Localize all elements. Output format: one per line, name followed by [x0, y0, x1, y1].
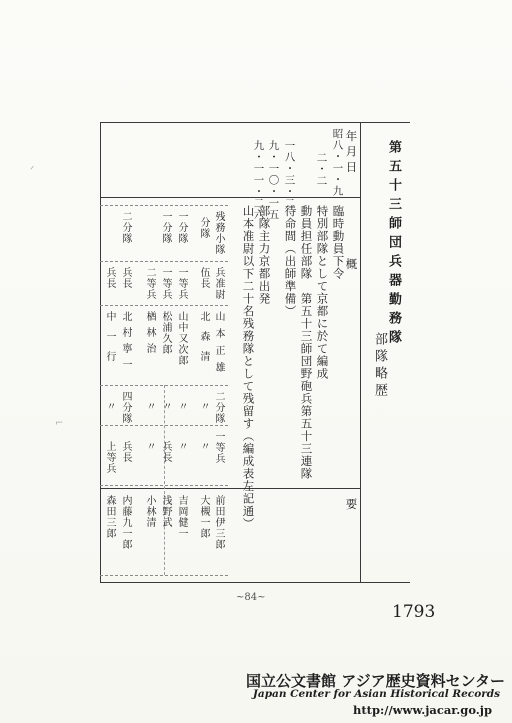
roster-row-4-rank: 一等兵 — [160, 267, 171, 300]
roster-row-1-name2: 前田伊三郎 — [213, 495, 224, 550]
roster-row-3-rank2: 〃 — [176, 441, 187, 452]
roster-row-2-unit: 分隊 — [198, 217, 209, 239]
entry-text-3: 動員担任部隊 第五十三師団野砲兵第五十三連隊 — [299, 205, 314, 480]
roster-row-4-unit2: 〃 — [160, 401, 171, 412]
page-number: 1793 — [392, 602, 436, 622]
roster-row-7-name2: 森田三郎 — [104, 495, 115, 539]
header-row-line — [100, 197, 360, 198]
roster-row-6-name: 北村寧一 — [120, 311, 131, 375]
roster-row-5-name2: 小林清 — [144, 495, 155, 528]
entry-date-4: 一八・三・二 — [283, 140, 296, 209]
roster-table — [100, 205, 228, 577]
roster-row-3-name: 山中又次郎 — [176, 311, 187, 366]
roster-row-7-rank2: 上等兵 — [104, 441, 115, 474]
table-right-border — [360, 122, 361, 582]
roster-row-5-unit2: 〃 — [144, 401, 155, 412]
roster-row-6-name2: 内藤九一郎 — [120, 495, 131, 550]
roster-row-4-rank2: 兵長 — [160, 441, 171, 463]
roster-row-3-rank: 一等兵 — [176, 267, 187, 300]
table-bottom-border — [100, 582, 410, 583]
show-through-mark: ⌐ — [55, 418, 64, 429]
entry-text-4: 待命間（出師準備） — [283, 205, 298, 318]
show-through-mark: ᐟ — [30, 165, 35, 176]
entry-text-2: 特別部隊として京都に於て編成 — [315, 205, 330, 380]
roster-row-5-name: 楢林治 — [144, 311, 155, 359]
roster-row-2-rank2: 〃 — [198, 441, 209, 452]
header-summary: 概 — [344, 258, 359, 271]
roster-row-6-unit: 二分隊 — [120, 211, 131, 244]
entry-text-1: 臨時動員下令 — [331, 205, 346, 280]
entry-text-6: 山本准尉以下二十名残務隊として残留す（編成表左記通） — [241, 205, 256, 530]
roster-row-7-unit2: 〃 — [104, 401, 115, 412]
roster-row-5-rank2: 〃 — [144, 441, 155, 452]
entry-text-5: 部隊主力京都出発 — [257, 205, 272, 305]
roster-row-6-rank2: 兵長 — [120, 441, 131, 463]
archive-name-en: Japan Center for Asian Historical Records — [252, 688, 500, 700]
document-title: 第五十三師団兵器勤務隊 — [386, 140, 401, 349]
roster-row-3-unit2: 〃 — [176, 401, 187, 412]
archive-url: http://www.jacar.go.jp — [352, 703, 492, 717]
roster-row-2-name2: 大槻一郎 — [198, 495, 209, 539]
archive-name-jp: 国立公文書館 アジア歴史資料センター — [245, 672, 505, 690]
page-marker: ~84~ — [236, 592, 266, 603]
roster-row-4-unit: 一分隊 — [160, 211, 171, 244]
roster-row-3-name2: 吉岡健一 — [176, 495, 187, 539]
roster-line-2 — [100, 305, 228, 306]
roster-row-4-name2: 浅野武 — [160, 495, 171, 528]
roster-row-1-rank: 兵准尉 — [213, 267, 224, 300]
roster-row-2-rank: 伍長 — [198, 267, 209, 289]
roster-row-1-name: 山本正雄 — [213, 311, 224, 379]
document-subtitle: 部隊略歴 — [372, 332, 387, 400]
roster-row-1-rank2: 一等兵 — [213, 431, 224, 464]
roster-row-6-unit2: 四分隊 — [120, 391, 131, 424]
roster-line-bottom — [100, 575, 228, 576]
roster-line-top — [100, 205, 228, 206]
header-date: 年月日 — [344, 130, 359, 177]
roster-row-6-rank: 兵長 — [120, 267, 131, 289]
header-remarks: 要 — [344, 498, 359, 511]
roster-row-1-unit: 残務小隊 — [213, 211, 224, 255]
roster-row-2-name: 北森清 — [198, 311, 209, 371]
roster-row-7-name: 中一行 — [104, 311, 115, 371]
entry-date-5: 九・一〇・一五 — [267, 140, 280, 221]
table-top-border — [100, 122, 410, 123]
roster-row-7-rank: 兵長 — [104, 267, 115, 289]
entry-date-6: 九・一一・二六 — [252, 140, 265, 221]
roster-row-4-name: 松浦久郎 — [160, 311, 171, 355]
roster-line-1 — [100, 261, 228, 262]
entry-date-1: 昭八・一・九 — [331, 128, 344, 197]
entry-date-2: 二・二 — [315, 152, 328, 187]
roster-divider — [164, 385, 165, 575]
roster-row-1-unit2: 二分隊 — [213, 391, 224, 424]
roster-row-3-unit: 一分隊 — [176, 211, 187, 244]
roster-row-2-unit2: 〃 — [198, 401, 209, 412]
roster-row-5-rank: 二等兵 — [144, 267, 155, 300]
